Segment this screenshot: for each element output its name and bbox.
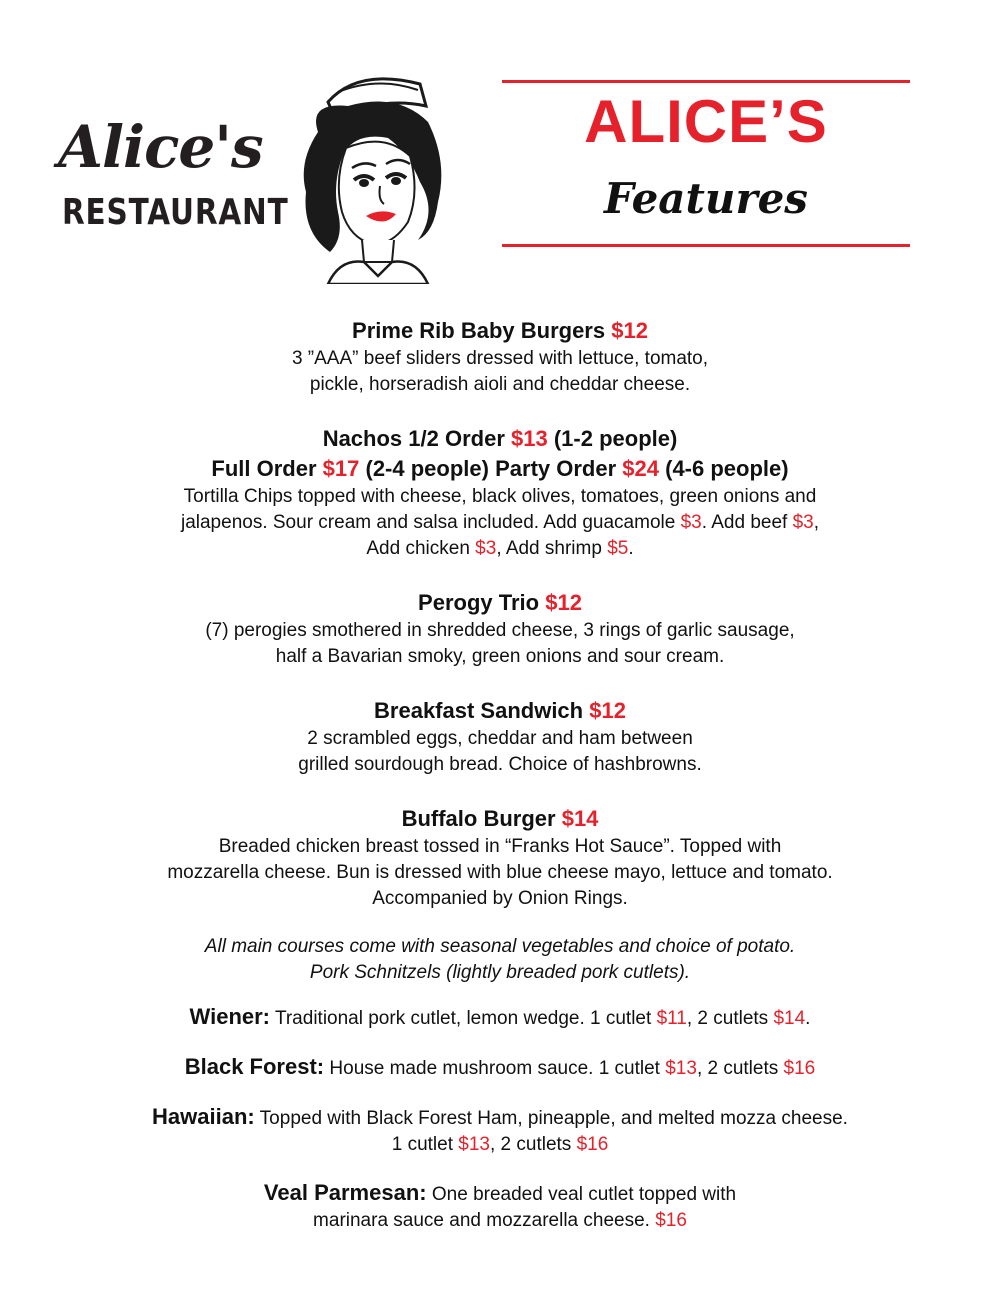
schnitzel-desc: , 2 cutlets [686, 1008, 774, 1029]
note-line: All main courses come with seasonal vegetables and choice of potato. [204, 936, 796, 957]
item-description: pickle, horseradish aioli and cheddar cheese. [309, 374, 691, 395]
full-order-price: $17 [322, 456, 360, 481]
schnitzel-line [0, 1180, 1000, 1208]
schnitzel-desc: . [805, 1008, 811, 1029]
main-course-note [0, 934, 1000, 986]
schnitzel-name: Veal Parmesan: [263, 1180, 427, 1205]
schnitzel-name: Black Forest: [184, 1054, 325, 1079]
item-heading [0, 424, 1000, 454]
item-description: Breaded chicken breast tossed in “Franks Hot Sauce”. Topped with [218, 836, 782, 857]
item-price: $12 [611, 318, 648, 343]
full-order-label: Full Order [211, 456, 317, 481]
item-people: (1-2 people) [553, 426, 678, 451]
item-description: 3 ”AAA” beef sliders dressed with lettuce, tomato, [291, 348, 709, 369]
menu-item-perogy-trio [0, 588, 1000, 670]
item-price: $13 [511, 426, 548, 451]
item-price: $12 [589, 698, 626, 723]
item-heading [0, 588, 1000, 618]
price-two-cutlets: $16 [783, 1058, 816, 1079]
price-two-cutlets: $16 [576, 1134, 609, 1155]
desc-text: , Add shrimp [496, 538, 602, 559]
item-name: Breakfast Sandwich [374, 698, 584, 723]
item-name: Prime Rib Baby Burgers [352, 318, 606, 343]
item-heading [0, 316, 1000, 346]
schnitzel-line [0, 1132, 1000, 1158]
waitress-mascot-illustration [288, 62, 456, 284]
item-description: (7) perogies smothered in shredded cheese, 3 rings of garlic sausage, [205, 620, 795, 641]
chicken-price: $3 [475, 538, 497, 559]
item-heading [0, 696, 1000, 726]
item-description: grilled sourdough bread. Choice of hashbrowns. [298, 754, 702, 775]
schnitzel-desc: marinara sauce and mozzarella cheese. [313, 1210, 656, 1231]
desc-text: . [628, 538, 634, 559]
beef-price: $3 [792, 512, 814, 533]
schnitzel-veal-parmesan [0, 1180, 1000, 1234]
item-description [0, 510, 1000, 536]
desc-text: jalapenos. Sour cream and salsa included. Add guacamole [180, 512, 676, 533]
menu-item-nachos [0, 424, 1000, 562]
price-one-cutlet: $13 [458, 1134, 490, 1155]
menu-item-breakfast-sandwich [0, 696, 1000, 778]
item-name: Perogy Trio [418, 590, 540, 615]
schnitzel-name: Hawaiian: [152, 1104, 255, 1129]
item-description: 2 scrambled eggs, cheddar and ham between [307, 728, 693, 749]
logo-wordmark: RESTAURANT [62, 192, 289, 233]
item-price: $14 [561, 806, 599, 831]
item-description: Tortilla Chips topped with cheese, black olives, tomatoes, green onions and [183, 486, 817, 507]
schnitzel-desc: Traditional pork cutlet, lemon wedge. 1 cutlet [270, 1008, 657, 1029]
item-heading [0, 804, 1000, 834]
desc-text: , [813, 512, 820, 533]
schnitzel-line [0, 1104, 1000, 1132]
schnitzel-desc: , 2 cutlets [489, 1134, 577, 1155]
party-order-price: $24 [622, 456, 659, 481]
schnitzel-black-forest [0, 1054, 1000, 1082]
schnitzel-desc: House made mushroom sauce. 1 cutlet [324, 1058, 666, 1079]
note-line: Pork Schnitzels (lightly breaded pork cutlets). [309, 962, 691, 983]
party-order-people: (4-6 people) [665, 456, 789, 481]
desc-text: . Add beef [701, 512, 788, 533]
schnitzel-wiener [0, 1004, 1000, 1032]
brand-title: ALICE’S [584, 88, 828, 155]
shrimp-price: $5 [607, 538, 629, 559]
item-price: $12 [545, 590, 582, 615]
schnitzel-desc: 1 cutlet [391, 1134, 459, 1155]
schnitzel-line [0, 1208, 1000, 1234]
header-top-rule [502, 80, 910, 83]
brand-subtitle: Features [604, 174, 808, 223]
header-bottom-rule [502, 244, 910, 247]
schnitzel-desc: One breaded veal cutlet topped with [426, 1184, 737, 1205]
logo-script-text: Alice's [58, 113, 263, 181]
item-description [0, 536, 1000, 562]
full-order-people: (2-4 people) [365, 456, 489, 481]
schnitzel-hawaiian [0, 1104, 1000, 1158]
schnitzel-name: Wiener: [189, 1004, 271, 1029]
price-one-cutlet: $13 [665, 1058, 697, 1079]
menu-item-buffalo-burger [0, 804, 1000, 912]
price-one-cutlet: $11 [656, 1008, 687, 1029]
menu-list [0, 316, 1000, 1256]
item-description: Accompanied by Onion Rings. [372, 888, 628, 909]
menu-item-prime-rib [0, 316, 1000, 398]
price-one-cutlet: $16 [655, 1210, 687, 1231]
item-name: Buffalo Burger [401, 806, 556, 831]
item-description: mozzarella cheese. Bun is dressed with blue cheese mayo, lettuce and tomato. [167, 862, 833, 883]
item-name: Nachos 1/2 Order [322, 426, 505, 451]
item-heading-sizes [0, 454, 1000, 484]
schnitzel-desc: , 2 cutlets [696, 1058, 784, 1079]
schnitzel-desc: Topped with Black Forest Ham, pineapple, and melted mozza cheese. [254, 1108, 848, 1129]
price-two-cutlets: $14 [773, 1008, 806, 1029]
guacamole-price: $3 [680, 512, 702, 533]
party-order-label: Party Order [495, 456, 617, 481]
item-description: half a Bavarian smoky, green onions and sour cream. [275, 646, 725, 667]
desc-text: Add chicken [366, 538, 470, 559]
